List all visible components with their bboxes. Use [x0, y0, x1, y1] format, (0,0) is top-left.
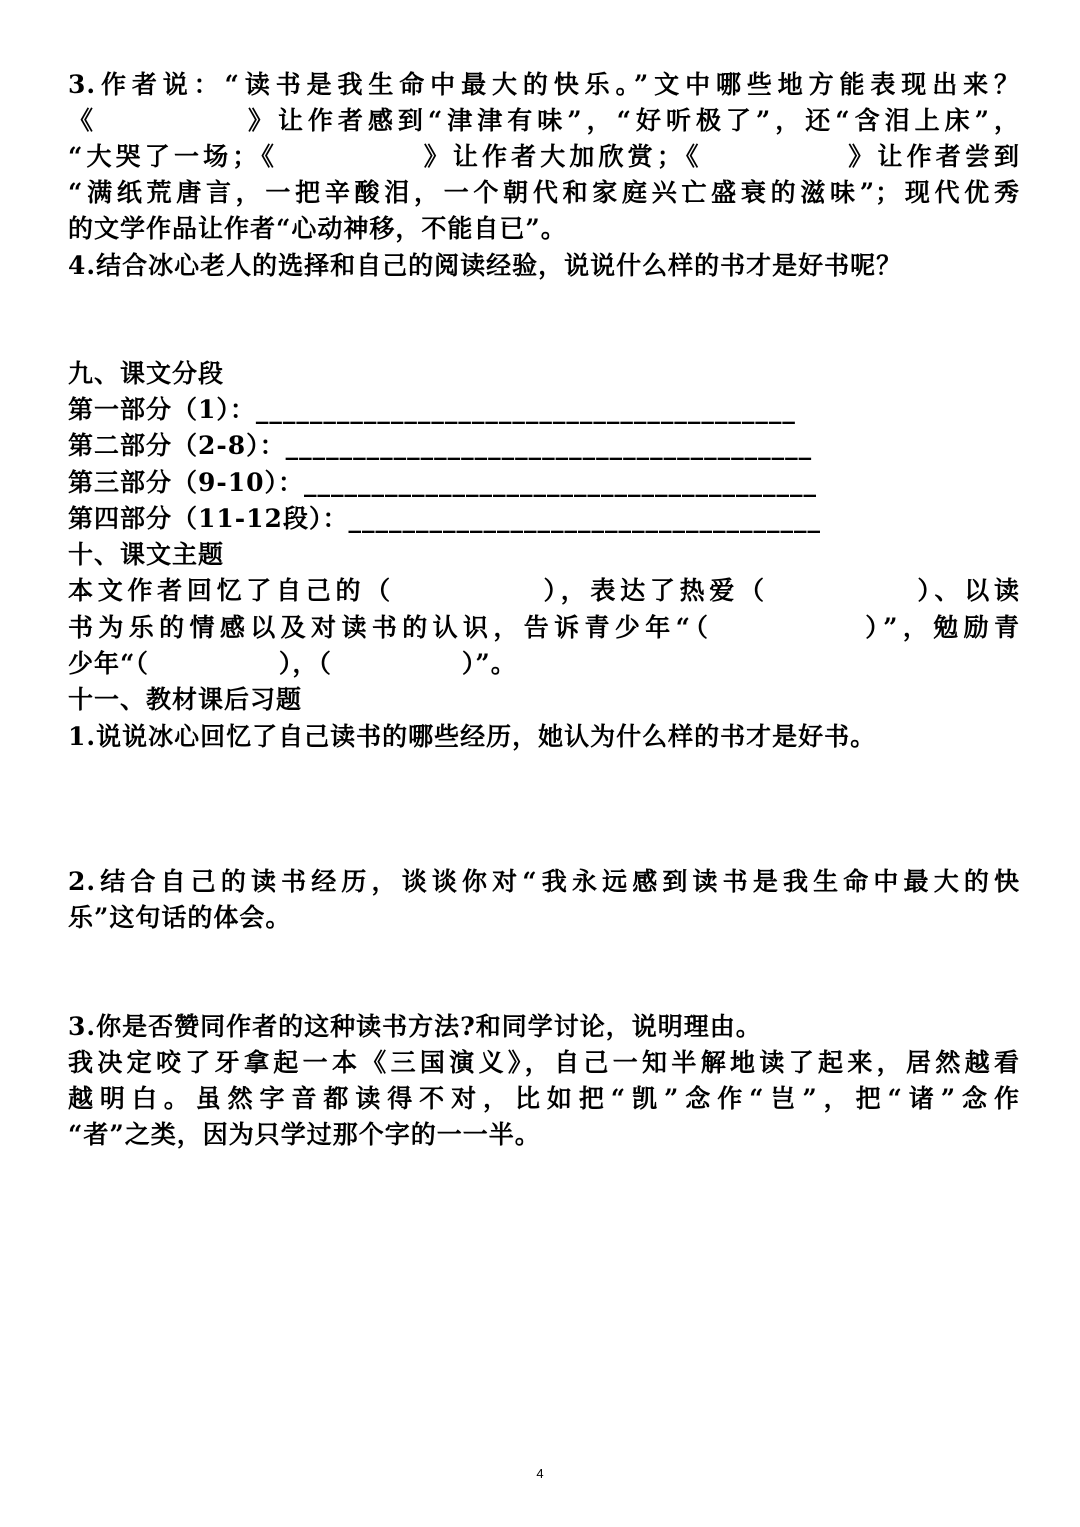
theme-line-1: 本文作者回忆了自己的（ ），表达了热爱（ ）、以读 [68, 576, 1020, 605]
exercise-1: 1.说说冰心回忆了自己读书的哪些经历，她认为什么样的书才是好书。 [68, 722, 877, 751]
question-3-fill-line-4: 的文学作品让作者“心动神移，不能自已”。 [68, 214, 567, 243]
exercise-2-line-2: 乐”这句话的体会。 [68, 903, 292, 932]
exercise-2-line-1: 2.结合自己的读书经历，谈谈你对“我永远感到读书是我生命中最大的快 [68, 867, 1020, 896]
section-9-heading: 九、课文分段 [68, 359, 225, 388]
exercise-3: 3.你是否赞同作者的这种读书方法?和同学讨论，说明理由。 [68, 1012, 762, 1041]
part-3-answer-line: 第三部分（9-10）：______________________________________ [68, 468, 818, 497]
part-2-answer-line: 第二部分（2-8）：_______________________________________ [68, 431, 813, 460]
page-number: 4 [536, 1466, 544, 1481]
section-10-heading: 十、课文主题 [68, 540, 225, 569]
part-1-answer-line: 第一部分（1）：________________________________________ [68, 395, 796, 424]
theme-line-3: 少年“（ ），（ ）”。 [68, 649, 517, 678]
question-4: 4.结合冰心老人的选择和自己的阅读经验，说说什么样的书才是好书呢？ [68, 251, 903, 280]
question-3: 3.作者说：“读书是我生命中最大的快乐。”文中哪些地方能表现出来？ [68, 70, 1020, 99]
question-3-fill-line-3: “满纸荒唐言，一把辛酸泪，一个朝代和家庭兴亡盛衰的滋味”；现代优秀 [68, 178, 1020, 207]
theme-line-2: 书为乐的情感以及对读书的认识，告诉青少年“（ ）”，勉励青 [68, 613, 1020, 642]
excerpt-line-1: 我决定咬了牙拿起一本《三国演义》，自己一知半解地读了起来，居然越看 [68, 1048, 1020, 1077]
part-4-answer-line: 第四部分（11-12段）：___________________________________ [68, 504, 821, 533]
question-3-fill-line-2: “大哭了一场；《 》让作者大加欣赏；《 》让作者尝到 [68, 142, 1020, 171]
excerpt-line-3: “者”之类，因为只学过那个字的一一半。 [68, 1120, 541, 1149]
section-11-heading: 十一、教材课后习题 [68, 685, 303, 714]
excerpt-line-2: 越明白。虽然字音都读得不对，比如把“凯”念作“岂”，把“诸”念作 [68, 1084, 1020, 1113]
question-3-fill-line-1: 《 》让作者感到“津津有味”，“好听极了”，还“含泪上床”， [68, 106, 1020, 135]
